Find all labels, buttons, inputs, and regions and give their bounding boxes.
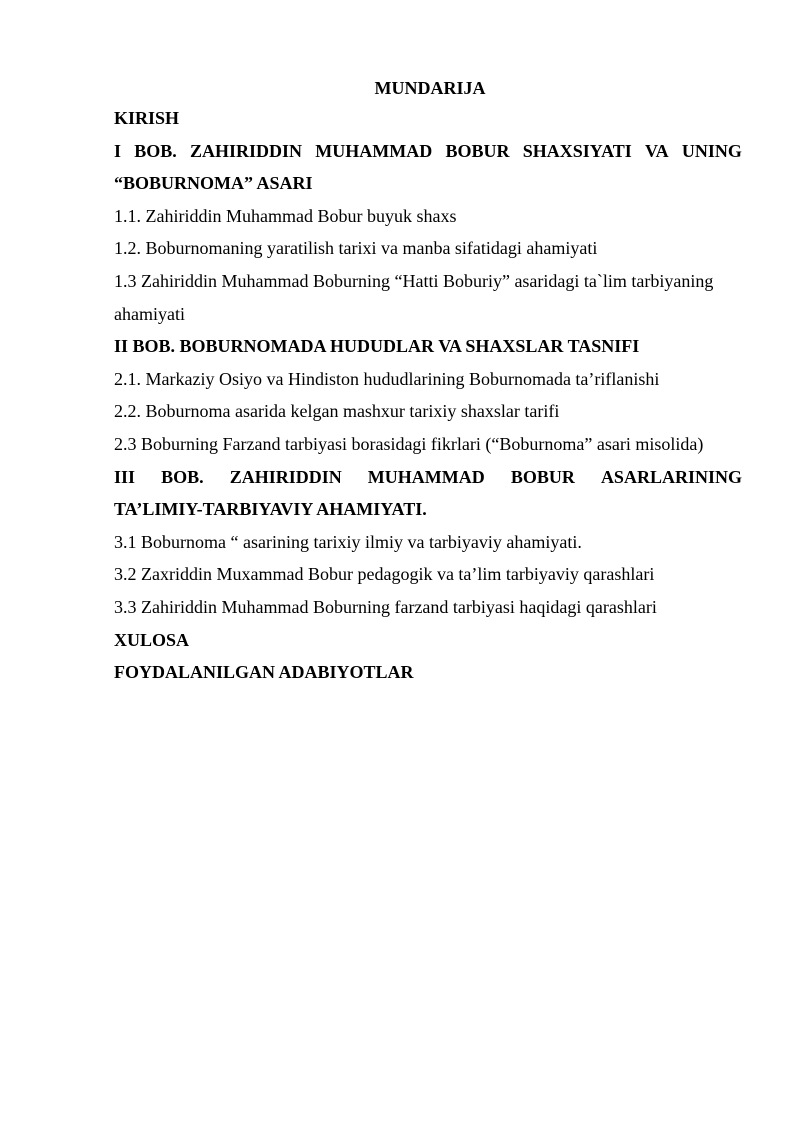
table-of-contents [114, 106, 742, 693]
toc-entry-chapter-3 [114, 465, 742, 498]
toc-title: MUNDARIJA [374, 78, 486, 98]
toc-entry-1-3: 1.3 Zahiriddin Muhammad Boburning “Hatti Boburiy” asaridagi ta`lim tarbiyaning [114, 270, 714, 291]
word: MUHAMMAD [315, 140, 433, 161]
toc-entry-2-2: 2.2. Boburnoma asarida kelgan mashxur tarixiy shaxslar tarifi [114, 401, 560, 422]
word: ZAHIRIDDIN [190, 140, 303, 161]
toc-entry-2-3: 2.3 Boburning Farzand tarbiyasi borasidagi fikrlari (“Boburnoma” asari misolida) [114, 433, 704, 454]
word: BOBUR [510, 466, 575, 487]
word: SHAXSIYATI [522, 140, 632, 161]
toc-entry-chapter-2: II BOB. BOBURNOMADA HUDUDLAR VA SHAXSLAR TASNIFI [114, 336, 640, 357]
toc-entry-chapter-1 [114, 139, 742, 172]
word: UNING [681, 140, 742, 161]
toc-entry-3-3: 3.3 Zahiriddin Muhammad Boburning farzand tarbiyasi haqidagi qarashlari [114, 596, 657, 617]
word: III [114, 466, 136, 487]
toc-entry-1-3-cont: ahamiyati [114, 303, 185, 324]
word: ZAHIRIDDIN [229, 466, 342, 487]
toc-entry-1-2: 1.2. Boburnomaning yaratilish tarixi va manba sifatidagi ahamiyati [114, 238, 598, 259]
toc-entry-conclusion: XULOSA [114, 629, 190, 650]
toc-entry-references: FOYDALANILGAN ADABIYOTLAR [114, 662, 414, 683]
word: ASARLARINING [600, 466, 742, 487]
word: MUHAMMAD [367, 466, 485, 487]
toc-entry-2-1: 2.1. Markaziy Osiyo va Hindiston hududlarining Boburnomada ta’riflanishi [114, 368, 660, 389]
word: VA [645, 140, 669, 161]
word: I [114, 140, 122, 161]
toc-entry-3-1: 3.1 Boburnoma “ asarining tarixiy ilmiy va tarbiyaviy ahamiyati. [114, 531, 582, 552]
word: BOBUR [445, 140, 510, 161]
word: BOB. [161, 466, 204, 487]
toc-entry-1-1: 1.1. Zahiriddin Muhammad Bobur buyuk shaxs [114, 205, 457, 226]
word: BOB. [134, 140, 177, 161]
toc-entry-chapter-1-cont: “BOBURNOMA” ASARI [114, 173, 313, 194]
toc-entry-introduction: KIRISH [114, 108, 180, 128]
toc-entry-chapter-3-cont: TA’LIMIY-TARBIYAVIY AHAMIYATI. [114, 499, 427, 520]
toc-entry-3-2: 3.2 Zaxriddin Muxammad Bobur pedagogik va ta’lim tarbiyaviy qarashlari [114, 564, 655, 585]
